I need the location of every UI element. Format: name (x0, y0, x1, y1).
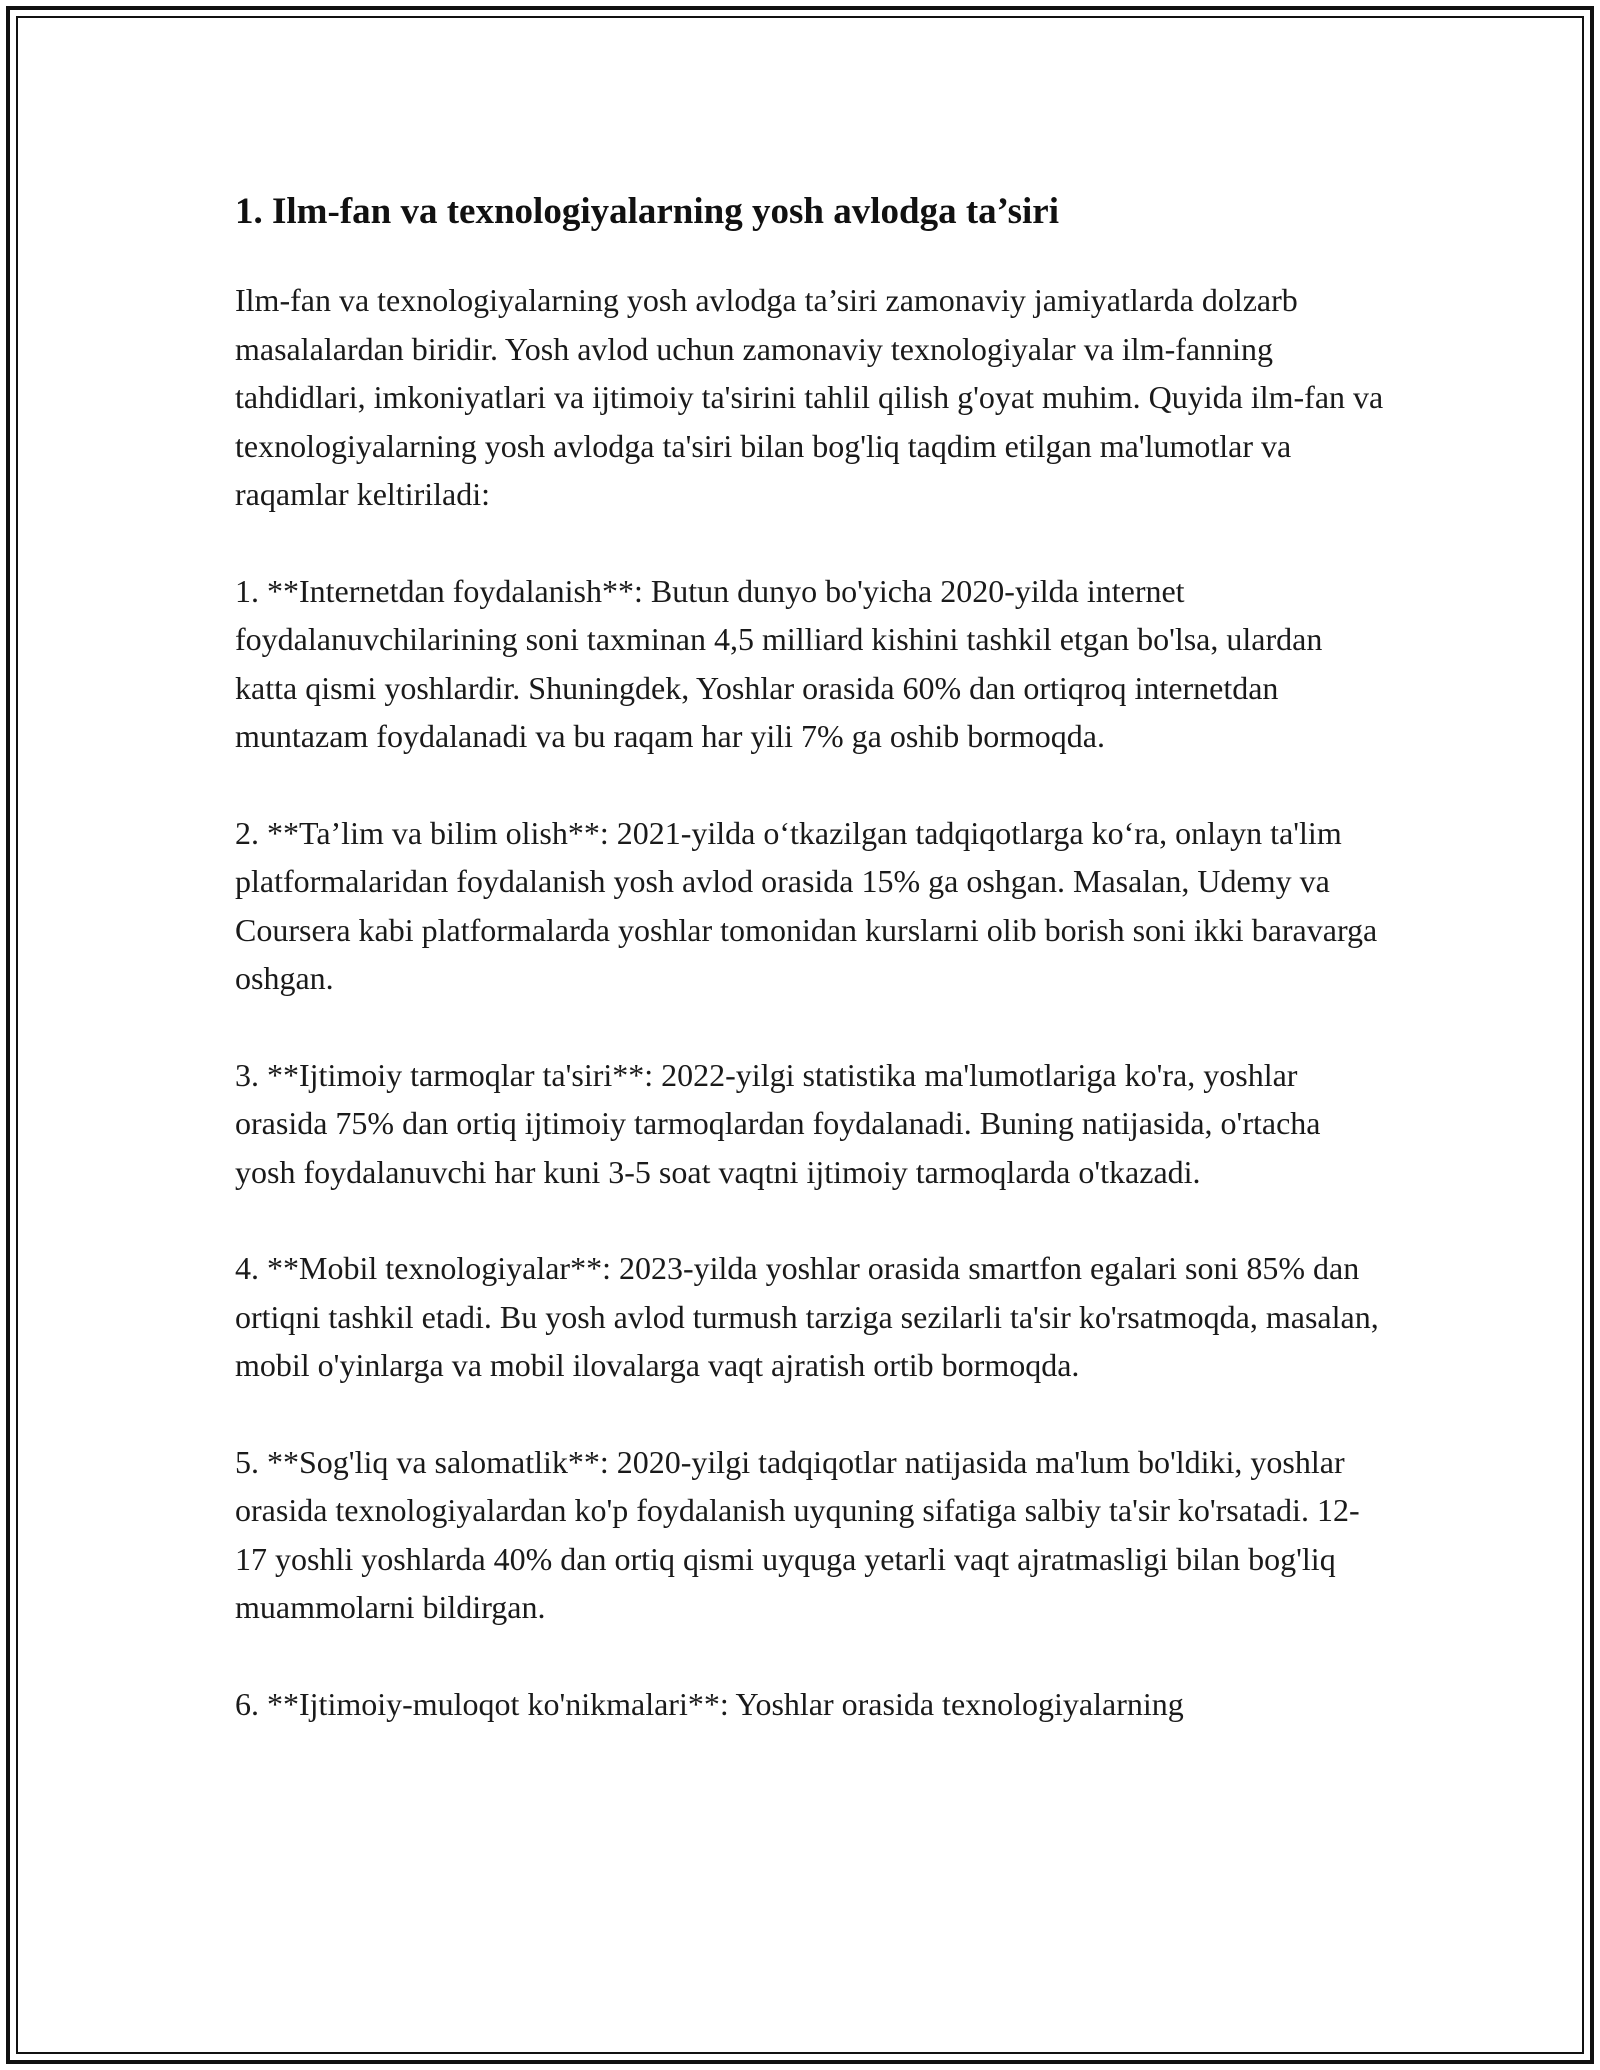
document-body (235, 186, 1385, 1776)
list-item-mobile-tech: 4. **Mobil texnologiyalar**: 2023-yilda yoshlar orasida smartfon egalari soni 85% dan ortiqni tashkil etadi. Bu yosh avlod turmush tarziga sezilarli ta'sir ko'rsatmoqda, masalan, mobil o'yinlarga va mobil ilovalarga vaqt ajratish ortib bormoqda. (235, 1250, 1379, 1383)
document-title: 1. Ilm-fan va texnologiyalarning yosh avlodga ta’siri (235, 191, 1059, 232)
list-item-social-skills: 6. **Ijtimoiy-muloqot ko'nikmalari**: Yoshlar orasida texnologiyalarning (235, 1685, 1184, 1722)
list-item-health: 5. **Sog'liq va salomatlik**: 2020-yilgi tadqiqotlar natijasida ma'lum bo'ldiki, yoshlar orasida texnologiyalardan ko'p foydalanish uyquning sifatiga salbiy ta'sir ko'rsatadi. 12-17 yoshli yoshlarda 40% dan ortiq qismi uyquga yetarli vaqt ajratmasligi bilan bog'liq muammolarni bildirgan. (235, 1443, 1360, 1625)
intro-paragraph: Ilm-fan va texnologiyalarning yosh avlodga ta’siri zamonaviy jamiyatlarda dolzarb masalalardan biridir. Yosh avlod uchun zamonaviy texnologiyalar va ilm-fanning tahdidlari, imkoniyatlari va ijtimoiy ta'sirini tahlil qilish g'oyat muhim. Quyida ilm-fan va texnologiyalarning yosh avlodga ta'siri bilan bog'liq taqdim etilgan ma'lumotlar va raqamlar keltiriladi: (235, 282, 1384, 512)
list-item-internet: 1. **Internetdan foydalanish**: Butun dunyo bo'yicha 2020-yilda internet foydalanuvchilarining soni taxminan 4,5 milliard kishini tashkil etgan bo'lsa, ulardan katta qismi yoshlardir. Shuningdek, Yoshlar orasida 60% dan ortiqroq internetdan muntazam foydalanadi va bu raqam har yili 7% ga oshib bormoqda. (235, 572, 1323, 754)
list-item-social-networks: 3. **Ijtimoiy tarmoqlar ta'siri**: 2022-yilgi statistika ma'lumotlariga ko'ra, yoshlar orasida 75% dan ortiq ijtimoiy tarmoqlardan foydalanadi. Buning natijasida, o'rtacha yosh foydalanuvchi har kuni 3-5 soat vaqtni ijtimoiy tarmoqlarda o'tkazadi. (235, 1056, 1321, 1190)
list-item-education: 2. **Ta’lim va bilim olish**: 2021-yilda o‘tkazilgan tadqiqotlarga ko‘ra, onlayn ta'lim platformalaridan foydalanish yosh avlod orasida 15% ga oshgan. Masalan, Udemy va Coursera kabi platformalarda yoshlar tomonidan kurslarni olib borish soni ikki baravarga oshgan. (235, 814, 1378, 996)
